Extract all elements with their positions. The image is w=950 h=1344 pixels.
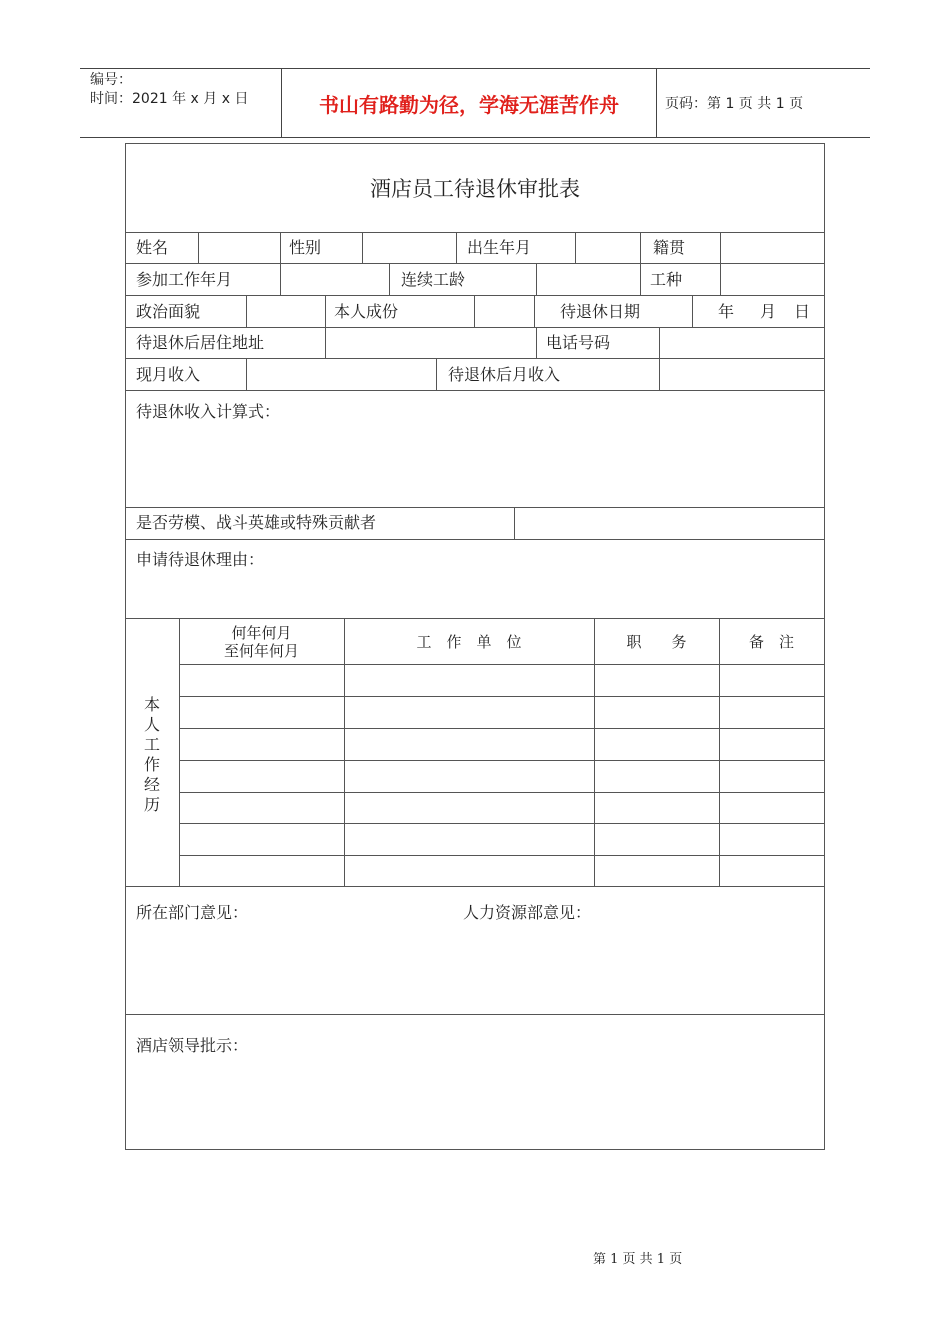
side-char: 历 [143, 795, 160, 814]
year-label: 年 [718, 302, 735, 321]
position-header: 职 务 [626, 633, 687, 651]
start-work-label: 参加工作年月 [136, 270, 233, 289]
serial-label: 编号： [90, 72, 132, 88]
address-label: 待退休后居住地址 [136, 333, 265, 352]
remark-header: 备 注 [748, 633, 794, 651]
time-label: 时间：2021 年 x 月 x 日 [90, 91, 249, 107]
side-char: 人 [143, 715, 160, 734]
job-type-label: 工种 [650, 270, 683, 289]
retire-income-label: 待退休后月收入 [448, 365, 561, 384]
leader-approval-label: 酒店领导批示： [136, 1036, 249, 1055]
gender-label: 性别 [289, 238, 322, 257]
form-title: 酒店员工待退休审批表 [370, 177, 580, 201]
retire-date-label: 待退休日期 [560, 302, 641, 321]
model-worker-label: 是否劳模、战斗英雄或特殊贡献者 [136, 513, 377, 532]
side-char: 工 [143, 735, 160, 754]
header-meta [80, 69, 280, 137]
identity-label: 本人成份 [334, 302, 399, 321]
work-history-side-label [126, 695, 178, 815]
period-header [179, 624, 344, 660]
side-char: 作 [143, 755, 160, 774]
formula-label: 待退休收入计算式： [136, 402, 281, 421]
name-label: 姓名 [136, 238, 169, 257]
reason-label: 申请待退休理由： [136, 550, 265, 569]
approval-form [125, 143, 825, 1150]
motto: 书山有路勤为径，学海无涯苦作舟 [281, 69, 657, 137]
phone-label: 电话号码 [546, 333, 611, 352]
hr-opinion-label: 人力资源部意见： [463, 903, 592, 922]
side-char: 经 [143, 775, 160, 794]
period-from-label: 何年何月 [231, 624, 292, 642]
seniority-label: 连续工龄 [401, 270, 466, 289]
page-info: 页码：第 1 页 共 1 页 [665, 96, 804, 112]
unit-header: 工 作 单 位 [416, 633, 522, 651]
current-income-label: 现月收入 [136, 365, 201, 384]
document-header [80, 68, 870, 138]
dept-opinion-label: 所在部门意见： [136, 903, 249, 922]
origin-label: 籍贯 [653, 238, 686, 257]
birth-label: 出生年月 [467, 238, 532, 257]
side-char: 本 [143, 695, 160, 714]
month-label: 月 [760, 302, 777, 321]
page-footer: 第 1 页 共 1 页 [593, 1252, 683, 1267]
political-label: 政治面貌 [136, 302, 201, 321]
day-label: 日 [794, 302, 811, 321]
period-to-label: 至何年何月 [223, 642, 299, 660]
